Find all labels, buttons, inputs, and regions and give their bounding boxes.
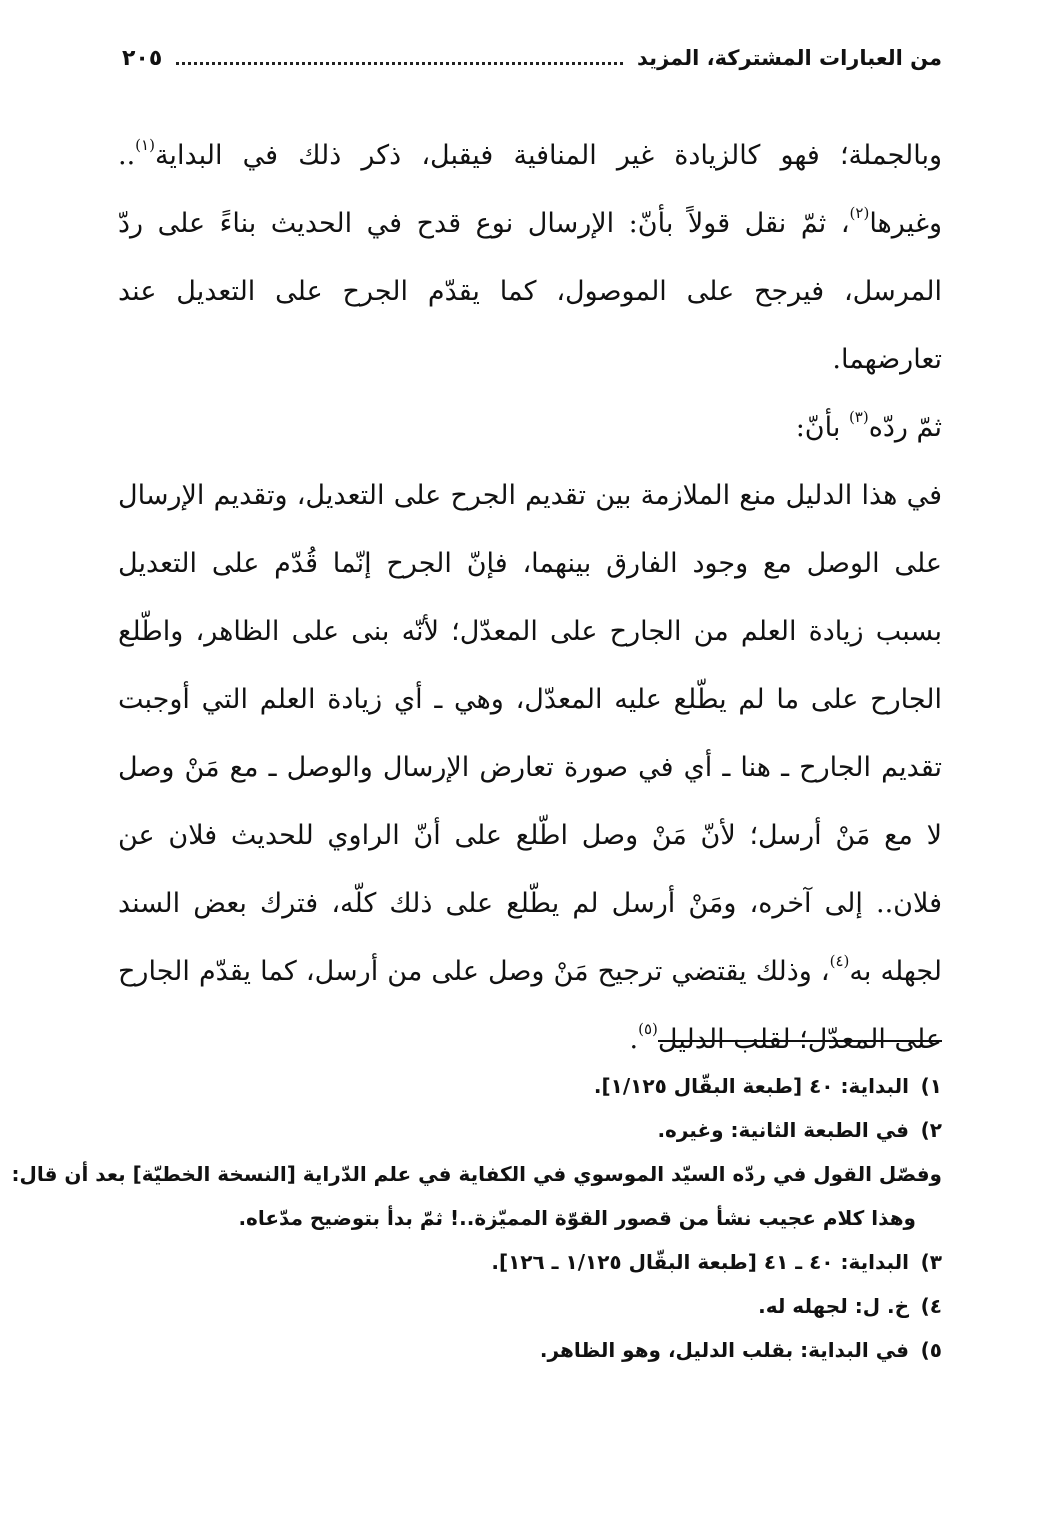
footnote-2 — [100, 1108, 942, 1152]
text-run: بأنّ: — [795, 412, 849, 443]
footnote-text: خ. ل: لجهله له. — [758, 1294, 910, 1318]
header-dot-leader — [176, 52, 623, 65]
text-run: .. وغيرها — [118, 140, 942, 239]
header-title: من العبارات المشتركة، المزيد — [637, 46, 942, 70]
footnote-ref-4: (٤) — [829, 952, 850, 970]
footnote-number: ٢) — [920, 1118, 942, 1142]
footnote-text: في الطبعة الثانية: وغيره. — [657, 1118, 910, 1142]
text-run: وبالجملة؛ فهو كالزيادة غير المنافية فيقبل، ذكر ذلك في البداية — [154, 140, 942, 171]
footnote-5 — [100, 1328, 942, 1372]
footnote-2-continuation — [11, 1152, 942, 1196]
footnote-2-continuation — [100, 1196, 942, 1240]
footnote-number: ٣) — [920, 1250, 942, 1274]
footnotes — [11, 1064, 942, 1372]
paragraph-3 — [118, 462, 942, 1074]
footnote-divider — [658, 1040, 942, 1042]
footnote-text: البداية: ٤٠ ـ ٤١ [طبعة البقّال ١/١٢٥ ـ ١٢٦]. — [491, 1250, 910, 1274]
footnote-text: البداية: ٤٠ [طبعة البقّال ١/١٢٥]. — [593, 1074, 910, 1098]
footnote-text: وفصّل القول في ردّه السيّد الموسوي في الكفاية في علم الدّراية [النسخة الخطيّة] بعد أن قال: — [11, 1162, 942, 1186]
paragraph-2 — [118, 394, 942, 462]
footnote-ref-3: (٣) — [848, 408, 869, 426]
footnote-number: ٤) — [920, 1294, 942, 1318]
footnote-1 — [100, 1064, 942, 1108]
footnote-4 — [100, 1284, 942, 1328]
text-run: . — [629, 1024, 639, 1055]
main-text — [118, 122, 942, 1074]
text-run: ، وذلك يقتضي ترجيح مَنْ وصل على من أرسل، كما يقدّم الجارح على المعدّل؛ لقلب الدليل — [118, 956, 942, 1055]
footnote-number: ٥) — [920, 1338, 942, 1362]
footnote-text: وهذا كلام عجيب نشأ من قصور القوّة المميّزة..! ثمّ بدأ بتوضيح مدّعاه. — [238, 1206, 916, 1230]
footnote-ref-1: (١) — [135, 136, 155, 154]
footnote-ref-2: (٢) — [849, 204, 870, 222]
text-run: في هذا الدليل منع الملازمة بين تقديم الجرح على التعديل، وتقديم الإرسال على الوصل مع وجود الفارق بينهما، فإنّ الجرح إنّما قُدّم على التعديل بسبب زيادة العلم من الجارح على المعدّل؛ لأنّه بنى على الظاهر، واطّلع الجارح على ما لم يطّلع عليه المعدّل، وهي ـ أي زيادة العلم التي أوجبت تقديم الجارح ـ هنا ـ أي في صورة تعارض الإرسال والوصل ـ مع مَنْ وصل لا مع مَنْ أرسل؛ لأنّ مَنْ وصل اطّلع على أنّ الراوي للحديث فلان عن فلان.. إلى آخره، ومَنْ أرسل لم يطّلع على ذلك كلّه، فترك بعض السند لجهله به — [118, 480, 942, 987]
footnote-3 — [100, 1240, 942, 1284]
footnote-number: ١) — [920, 1074, 942, 1098]
footnote-text: في البداية: بقلب الدليل، وهو الظاهر. — [539, 1338, 910, 1362]
text-run: ثمّ ردّه — [868, 412, 942, 443]
text-run: ، ثمّ نقل قولاً بأنّ: الإرسال نوع قدح في الحديث بناءً على ردّ المرسل، فيرجح على الموصول، كما يقدّم الجرح على التعديل عند تعارضهما. — [118, 208, 942, 375]
footnote-ref-5: (٥) — [638, 1020, 658, 1038]
paragraph-1 — [118, 122, 942, 394]
page-number: ٢٠٥ — [122, 45, 163, 71]
running-header — [122, 38, 942, 78]
